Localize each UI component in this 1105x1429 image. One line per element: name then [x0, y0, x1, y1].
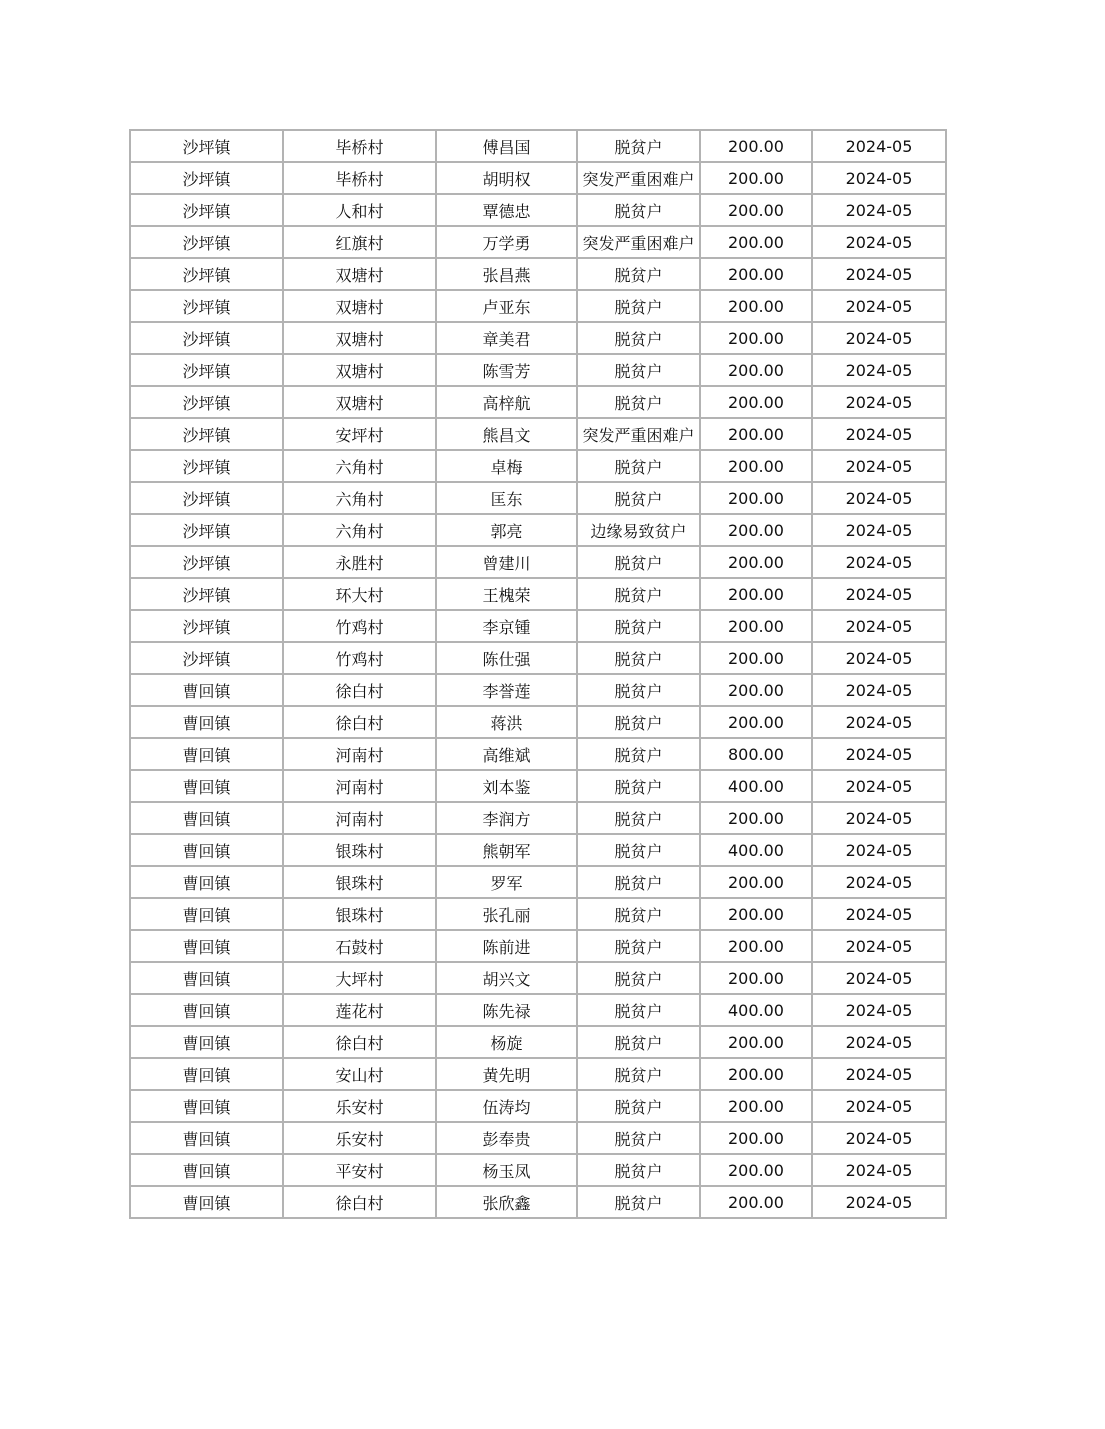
name-cell: 郭亮 [436, 514, 577, 546]
name-cell: 陈前进 [436, 930, 577, 962]
town-cell: 曹回镇 [130, 962, 283, 994]
amount-cell: 200.00 [700, 194, 812, 226]
household-type-cell: 脱贫户 [577, 1090, 700, 1122]
town-cell: 沙坪镇 [130, 162, 283, 194]
village-cell: 永胜村 [283, 546, 436, 578]
table-row [130, 546, 946, 578]
amount-cell: 200.00 [700, 930, 812, 962]
town-cell: 曹回镇 [130, 802, 283, 834]
household-type-cell: 脱贫户 [577, 1058, 700, 1090]
amount-cell: 200.00 [700, 258, 812, 290]
town-cell: 曹回镇 [130, 738, 283, 770]
town-cell: 沙坪镇 [130, 354, 283, 386]
amount-cell: 800.00 [700, 738, 812, 770]
period-cell: 2024-05 [812, 994, 946, 1026]
table-row [130, 802, 946, 834]
village-cell: 乐安村 [283, 1090, 436, 1122]
period-cell: 2024-05 [812, 322, 946, 354]
village-cell: 徐白村 [283, 706, 436, 738]
household-type-cell: 脱贫户 [577, 258, 700, 290]
table-body [130, 130, 946, 1218]
name-cell: 黄先明 [436, 1058, 577, 1090]
village-cell: 双塘村 [283, 258, 436, 290]
table-row [130, 1026, 946, 1058]
period-cell: 2024-05 [812, 802, 946, 834]
amount-cell: 200.00 [700, 130, 812, 162]
town-cell: 曹回镇 [130, 1090, 283, 1122]
town-cell: 沙坪镇 [130, 386, 283, 418]
period-cell: 2024-05 [812, 642, 946, 674]
village-cell: 双塘村 [283, 354, 436, 386]
amount-cell: 200.00 [700, 802, 812, 834]
table-row [130, 1058, 946, 1090]
amount-cell: 200.00 [700, 1122, 812, 1154]
table-row [130, 258, 946, 290]
village-cell: 毕桥村 [283, 130, 436, 162]
table-row [130, 1122, 946, 1154]
village-cell: 环大村 [283, 578, 436, 610]
town-cell: 沙坪镇 [130, 514, 283, 546]
period-cell: 2024-05 [812, 514, 946, 546]
town-cell: 曹回镇 [130, 1186, 283, 1218]
table-row [130, 706, 946, 738]
table-row [130, 226, 946, 258]
household-type-cell: 脱贫户 [577, 546, 700, 578]
table-row [130, 418, 946, 450]
amount-cell: 400.00 [700, 770, 812, 802]
household-type-cell: 脱贫户 [577, 1122, 700, 1154]
name-cell: 章美君 [436, 322, 577, 354]
household-type-cell: 脱贫户 [577, 1186, 700, 1218]
town-cell: 曹回镇 [130, 1026, 283, 1058]
village-cell: 双塘村 [283, 322, 436, 354]
household-type-cell: 突发严重困难户 [577, 418, 700, 450]
period-cell: 2024-05 [812, 354, 946, 386]
town-cell: 沙坪镇 [130, 194, 283, 226]
name-cell: 曾建川 [436, 546, 577, 578]
table-row [130, 1186, 946, 1218]
period-cell: 2024-05 [812, 962, 946, 994]
name-cell: 胡兴文 [436, 962, 577, 994]
period-cell: 2024-05 [812, 226, 946, 258]
period-cell: 2024-05 [812, 1186, 946, 1218]
name-cell: 陈雪芳 [436, 354, 577, 386]
village-cell: 竹鸡村 [283, 610, 436, 642]
table-row [130, 322, 946, 354]
town-cell: 曹回镇 [130, 1154, 283, 1186]
amount-cell: 200.00 [700, 578, 812, 610]
village-cell: 六角村 [283, 514, 436, 546]
name-cell: 覃德忠 [436, 194, 577, 226]
household-type-cell: 脱贫户 [577, 994, 700, 1026]
name-cell: 张昌燕 [436, 258, 577, 290]
period-cell: 2024-05 [812, 674, 946, 706]
amount-cell: 200.00 [700, 226, 812, 258]
household-type-cell: 脱贫户 [577, 450, 700, 482]
period-cell: 2024-05 [812, 834, 946, 866]
name-cell: 熊昌文 [436, 418, 577, 450]
period-cell: 2024-05 [812, 1058, 946, 1090]
town-cell: 曹回镇 [130, 994, 283, 1026]
town-cell: 沙坪镇 [130, 322, 283, 354]
town-cell: 曹回镇 [130, 770, 283, 802]
village-cell: 安山村 [283, 1058, 436, 1090]
name-cell: 陈仕强 [436, 642, 577, 674]
amount-cell: 200.00 [700, 450, 812, 482]
period-cell: 2024-05 [812, 770, 946, 802]
household-type-cell: 脱贫户 [577, 706, 700, 738]
table-row [130, 1090, 946, 1122]
amount-cell: 200.00 [700, 1154, 812, 1186]
household-type-cell: 脱贫户 [577, 674, 700, 706]
period-cell: 2024-05 [812, 546, 946, 578]
household-type-cell: 脱贫户 [577, 770, 700, 802]
household-type-cell: 脱贫户 [577, 130, 700, 162]
amount-cell: 200.00 [700, 418, 812, 450]
table-row [130, 386, 946, 418]
table-row [130, 450, 946, 482]
table-row [130, 610, 946, 642]
name-cell: 蒋洪 [436, 706, 577, 738]
table-row [130, 162, 946, 194]
period-cell: 2024-05 [812, 1122, 946, 1154]
household-type-cell: 脱贫户 [577, 802, 700, 834]
household-type-cell: 脱贫户 [577, 834, 700, 866]
village-cell: 莲花村 [283, 994, 436, 1026]
period-cell: 2024-05 [812, 610, 946, 642]
amount-cell: 200.00 [700, 290, 812, 322]
village-cell: 竹鸡村 [283, 642, 436, 674]
household-type-cell: 脱贫户 [577, 866, 700, 898]
household-type-cell: 脱贫户 [577, 578, 700, 610]
period-cell: 2024-05 [812, 706, 946, 738]
town-cell: 曹回镇 [130, 1058, 283, 1090]
village-cell: 河南村 [283, 770, 436, 802]
name-cell: 彭奉贵 [436, 1122, 577, 1154]
table-row [130, 738, 946, 770]
amount-cell: 200.00 [700, 642, 812, 674]
village-cell: 石鼓村 [283, 930, 436, 962]
period-cell: 2024-05 [812, 738, 946, 770]
name-cell: 王槐荣 [436, 578, 577, 610]
name-cell: 卢亚东 [436, 290, 577, 322]
household-type-cell: 脱贫户 [577, 386, 700, 418]
period-cell: 2024-05 [812, 418, 946, 450]
village-cell: 银珠村 [283, 866, 436, 898]
town-cell: 沙坪镇 [130, 290, 283, 322]
table-row [130, 834, 946, 866]
town-cell: 沙坪镇 [130, 578, 283, 610]
table-row [130, 578, 946, 610]
village-cell: 毕桥村 [283, 162, 436, 194]
village-cell: 徐白村 [283, 1026, 436, 1058]
period-cell: 2024-05 [812, 898, 946, 930]
table-row [130, 962, 946, 994]
table-row [130, 898, 946, 930]
village-cell: 安坪村 [283, 418, 436, 450]
period-cell: 2024-05 [812, 130, 946, 162]
amount-cell: 200.00 [700, 514, 812, 546]
household-type-cell: 脱贫户 [577, 898, 700, 930]
amount-cell: 400.00 [700, 834, 812, 866]
amount-cell: 200.00 [700, 322, 812, 354]
period-cell: 2024-05 [812, 290, 946, 322]
name-cell: 熊朝军 [436, 834, 577, 866]
village-cell: 银珠村 [283, 898, 436, 930]
period-cell: 2024-05 [812, 930, 946, 962]
town-cell: 曹回镇 [130, 834, 283, 866]
name-cell: 杨旋 [436, 1026, 577, 1058]
period-cell: 2024-05 [812, 1154, 946, 1186]
household-type-cell: 脱贫户 [577, 642, 700, 674]
name-cell: 张欣鑫 [436, 1186, 577, 1218]
household-type-cell: 脱贫户 [577, 610, 700, 642]
amount-cell: 200.00 [700, 898, 812, 930]
amount-cell: 200.00 [700, 354, 812, 386]
period-cell: 2024-05 [812, 482, 946, 514]
amount-cell: 200.00 [700, 1186, 812, 1218]
name-cell: 万学勇 [436, 226, 577, 258]
household-type-cell: 突发严重困难户 [577, 226, 700, 258]
village-cell: 徐白村 [283, 1186, 436, 1218]
amount-cell: 200.00 [700, 482, 812, 514]
table-row [130, 1154, 946, 1186]
amount-cell: 200.00 [700, 386, 812, 418]
name-cell: 傅昌国 [436, 130, 577, 162]
household-type-cell: 脱贫户 [577, 290, 700, 322]
amount-cell: 200.00 [700, 546, 812, 578]
table-row [130, 194, 946, 226]
town-cell: 沙坪镇 [130, 258, 283, 290]
amount-cell: 200.00 [700, 162, 812, 194]
table-row [130, 482, 946, 514]
village-cell: 银珠村 [283, 834, 436, 866]
town-cell: 沙坪镇 [130, 130, 283, 162]
name-cell: 陈先禄 [436, 994, 577, 1026]
amount-cell: 200.00 [700, 610, 812, 642]
household-type-cell: 脱贫户 [577, 194, 700, 226]
name-cell: 杨玉凤 [436, 1154, 577, 1186]
period-cell: 2024-05 [812, 386, 946, 418]
period-cell: 2024-05 [812, 578, 946, 610]
household-type-cell: 边缘易致贫户 [577, 514, 700, 546]
town-cell: 沙坪镇 [130, 610, 283, 642]
amount-cell: 200.00 [700, 1058, 812, 1090]
town-cell: 沙坪镇 [130, 546, 283, 578]
village-cell: 红旗村 [283, 226, 436, 258]
village-cell: 平安村 [283, 1154, 436, 1186]
table-row [130, 930, 946, 962]
household-type-cell: 脱贫户 [577, 1154, 700, 1186]
village-cell: 徐白村 [283, 674, 436, 706]
table-row [130, 642, 946, 674]
table-row [130, 994, 946, 1026]
period-cell: 2024-05 [812, 450, 946, 482]
period-cell: 2024-05 [812, 1026, 946, 1058]
table-row [130, 290, 946, 322]
village-cell: 河南村 [283, 738, 436, 770]
household-type-cell: 脱贫户 [577, 1026, 700, 1058]
town-cell: 曹回镇 [130, 674, 283, 706]
town-cell: 沙坪镇 [130, 418, 283, 450]
village-cell: 河南村 [283, 802, 436, 834]
village-cell: 双塘村 [283, 290, 436, 322]
period-cell: 2024-05 [812, 162, 946, 194]
name-cell: 罗军 [436, 866, 577, 898]
name-cell: 伍涛均 [436, 1090, 577, 1122]
period-cell: 2024-05 [812, 1090, 946, 1122]
village-cell: 人和村 [283, 194, 436, 226]
town-cell: 曹回镇 [130, 866, 283, 898]
household-type-cell: 脱贫户 [577, 962, 700, 994]
amount-cell: 200.00 [700, 674, 812, 706]
table-row [130, 770, 946, 802]
name-cell: 高梓航 [436, 386, 577, 418]
period-cell: 2024-05 [812, 866, 946, 898]
name-cell: 匡东 [436, 482, 577, 514]
amount-cell: 200.00 [700, 706, 812, 738]
table-row [130, 866, 946, 898]
village-cell: 六角村 [283, 482, 436, 514]
town-cell: 曹回镇 [130, 1122, 283, 1154]
household-type-cell: 脱贫户 [577, 738, 700, 770]
name-cell: 卓梅 [436, 450, 577, 482]
village-cell: 大坪村 [283, 962, 436, 994]
table-row [130, 674, 946, 706]
amount-cell: 200.00 [700, 962, 812, 994]
amount-cell: 200.00 [700, 1026, 812, 1058]
town-cell: 曹回镇 [130, 930, 283, 962]
town-cell: 沙坪镇 [130, 450, 283, 482]
town-cell: 沙坪镇 [130, 642, 283, 674]
name-cell: 胡明权 [436, 162, 577, 194]
household-type-cell: 脱贫户 [577, 482, 700, 514]
town-cell: 曹回镇 [130, 706, 283, 738]
table-row [130, 130, 946, 162]
village-cell: 六角村 [283, 450, 436, 482]
household-type-cell: 脱贫户 [577, 930, 700, 962]
town-cell: 曹回镇 [130, 898, 283, 930]
household-type-cell: 脱贫户 [577, 354, 700, 386]
name-cell: 刘本鉴 [436, 770, 577, 802]
name-cell: 高维斌 [436, 738, 577, 770]
name-cell: 李京锺 [436, 610, 577, 642]
table-row [130, 514, 946, 546]
amount-cell: 400.00 [700, 994, 812, 1026]
table-row [130, 354, 946, 386]
name-cell: 张孔丽 [436, 898, 577, 930]
name-cell: 李润方 [436, 802, 577, 834]
household-type-cell: 突发严重困难户 [577, 162, 700, 194]
village-cell: 乐安村 [283, 1122, 436, 1154]
period-cell: 2024-05 [812, 258, 946, 290]
period-cell: 2024-05 [812, 194, 946, 226]
subsidy-roster-table [129, 129, 947, 1219]
village-cell: 双塘村 [283, 386, 436, 418]
amount-cell: 200.00 [700, 866, 812, 898]
amount-cell: 200.00 [700, 1090, 812, 1122]
town-cell: 沙坪镇 [130, 482, 283, 514]
town-cell: 沙坪镇 [130, 226, 283, 258]
name-cell: 李誉莲 [436, 674, 577, 706]
household-type-cell: 脱贫户 [577, 322, 700, 354]
